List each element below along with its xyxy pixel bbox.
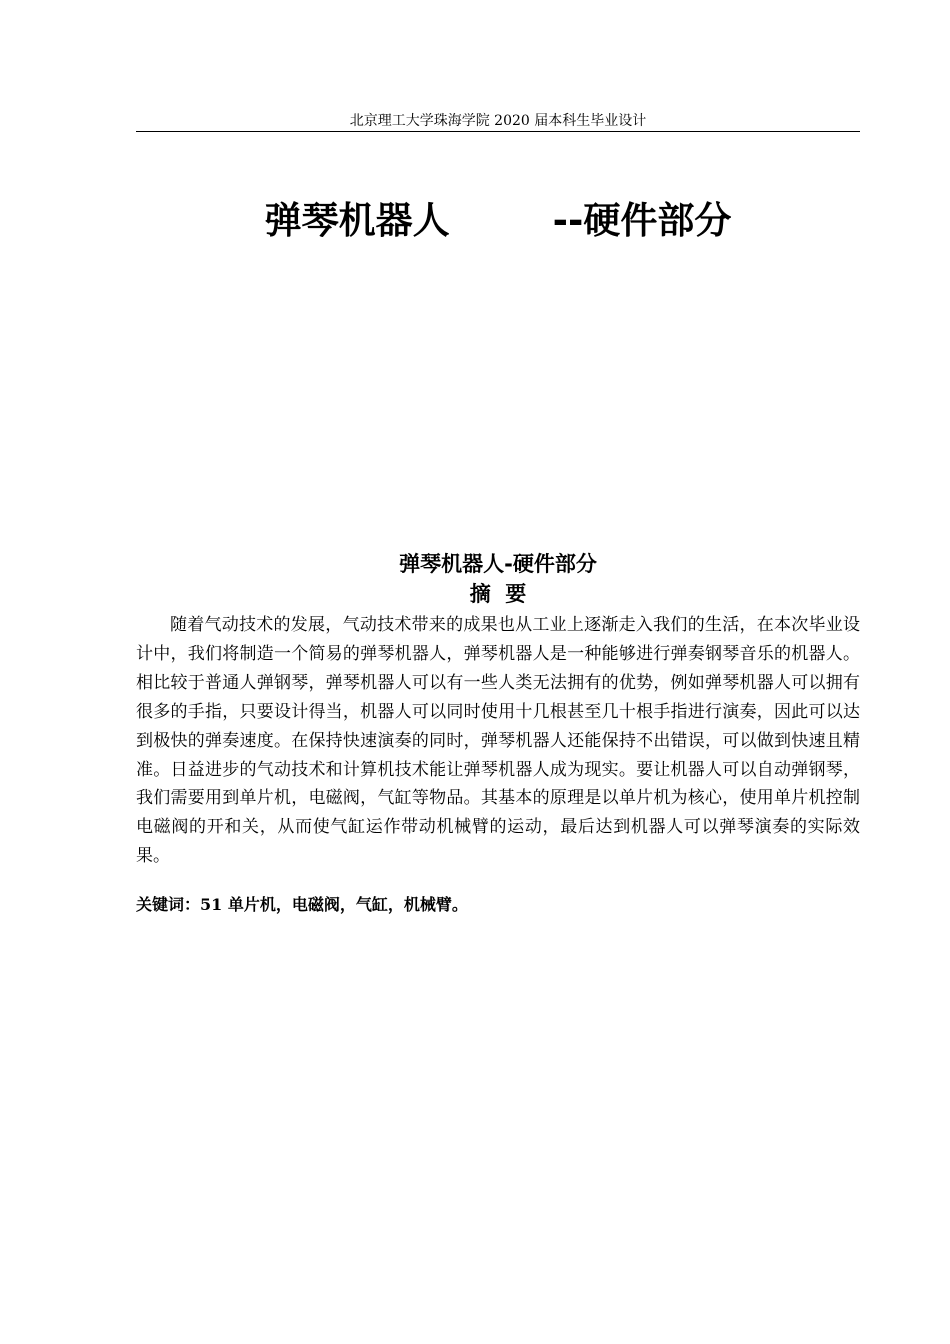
document-title: 弹琴机器人 --硬件部分 [264,199,732,242]
keywords-line: 关键词：51 单片机，电磁阀，气缸，机械臂。 [136,895,468,914]
abstract-body: 随着气动技术的发展，气动技术带来的成果也从工业上逐渐走入我们的生活，在本次毕业设计中，我们将制造一个简易的弹琴机器人，弹琴机器人是一种能够进行弹奏钢琴音乐的机器人。相比较于普通人弹钢琴，弹琴机器人可以有一些人类无法拥有的优势，例如弹琴机器人可以拥有很多的手指，只要设计得当，机器人可以同时使用十几根甚至几十根手指进行演奏，因此可以达到极快的弹奏速度。在保持快速演奏的同时，弹琴机器人还能保持不出错误，可以做到快速且精准。日益进步的气动技术和计算机技术能让弹琴机器人成为现实。要让机器人可以自动弹钢琴，我们需要用到单片机，电磁阀，气缸等物品。其基本的原理是以单片机为核心，使用单片机控制电磁阀的开和关，从而使气缸运作带动机械臂的运动，最后达到机器人可以弹琴演奏的实际效果。 [136,615,860,867]
page-header: 北京理工大学珠海学院 2020 届本科生毕业设计 [349,113,647,129]
abstract-heading: 摘 要 [469,582,527,606]
header-rule [136,131,860,132]
abstract-title: 弹琴机器人-硬件部分 [399,552,597,576]
